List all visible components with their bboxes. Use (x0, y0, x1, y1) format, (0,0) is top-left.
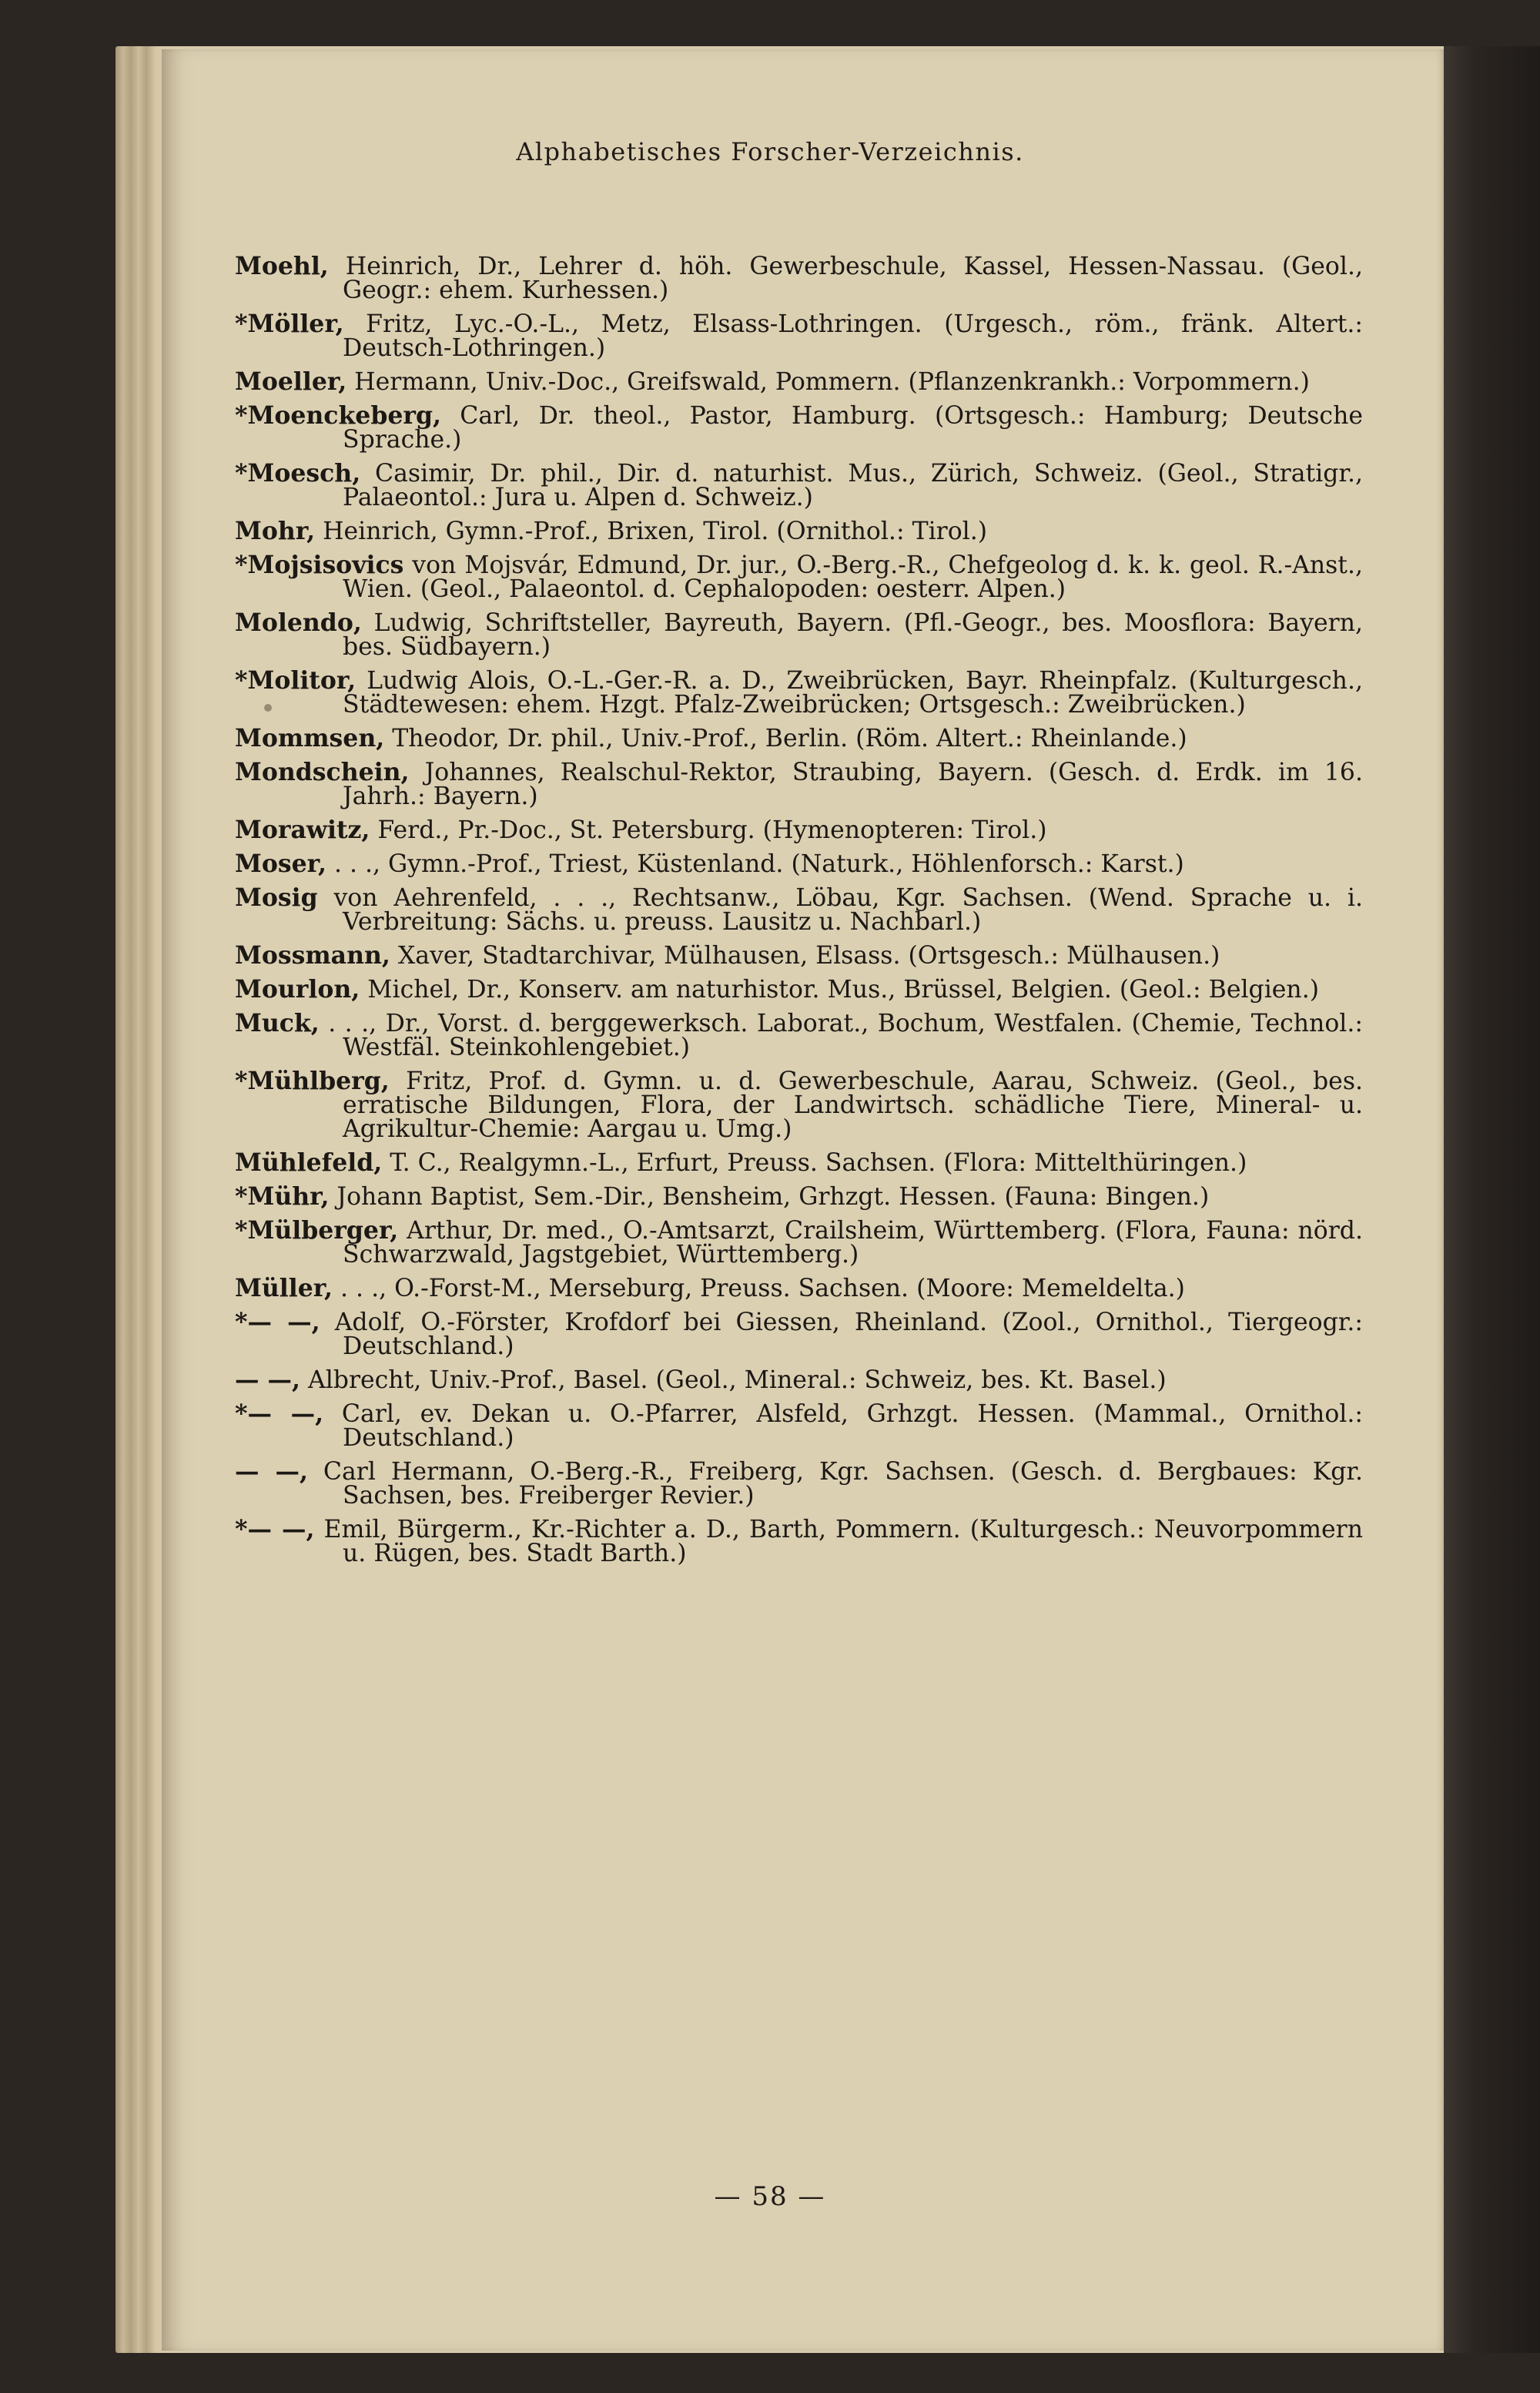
list-item (235, 1310, 1363, 1359)
entry-text: Emil, Bürgerm., Kr.-Richter a. D., Barth, Pommern. (Kulturgesch.: Neuvorpommern u. Rügen, bes. Stadt Barth.) (314, 1516, 1363, 1567)
entry-text: von Mojsvár, Edmund, Dr. jur., O.-Berg.-R., Chefgeolog d. k. k. geol. R.-Anst., Wien. (Geol., Palaeontol. d. Cephalopoden: oesterr. Alpen.) (343, 551, 1363, 603)
entry-name: Mosig (235, 883, 318, 912)
entry-text: Heinrich, Gymn.-Prof., Brixen, Tirol. (Ornithol.: Tirol.) (315, 518, 988, 545)
entry-text: . . ., Gymn.-Prof., Triest, Küstenland. (Naturk., Höhlenforsch.: Karst.) (326, 850, 1184, 878)
list-item (235, 1517, 1363, 1566)
list-item (235, 943, 1363, 968)
list-item (235, 461, 1363, 510)
entry-name: Morawitz, (235, 816, 370, 844)
entry-text: Hermann, Univ.-Doc., Greifswald, Pommern. (Pflanzenkrankh.: Vorpommern.) (346, 368, 1310, 396)
list-item (235, 760, 1363, 809)
entry-name: *Möller, (235, 310, 344, 338)
entry-text: Albrecht, Univ.-Prof., Basel. (Geol., Mineral.: Schweiz, bes. Kt. Basel.) (300, 1366, 1167, 1394)
entry-name: *Moesch, (235, 459, 361, 488)
entry-list (235, 254, 1363, 1575)
list-item (235, 553, 1363, 602)
entry-name: *Mühr, (235, 1182, 330, 1211)
entry-name: Moehl, (235, 252, 329, 280)
list-item (235, 519, 1363, 544)
entry-name: Moser, (235, 850, 326, 878)
entry-name: *— —, (235, 1515, 315, 1543)
entry-text: Fritz, Prof. d. Gymn. u. d. Gewerbeschule, Aarau, Schweiz. (Geol., bes. erratische Bildungen, Flora, der Landwirtsch. schädliche Tiere, Mineral- u. Agrikultur-Chemie: Aargau u. Umg.) (343, 1067, 1363, 1143)
entry-text: . . ., Dr., Vorst. d. berggewerksch. Laborat., Bochum, Westfalen. (Chemie, Technol.: Westfäl. Steinkohlengebiet.) (319, 1010, 1363, 1061)
list-item (235, 1182, 1363, 1211)
list-item (235, 1368, 1363, 1393)
entry-name: Molendo, (235, 608, 362, 637)
entry-name: Mondschein, (235, 758, 410, 786)
entry-name: *Mojsisovics (235, 551, 404, 579)
entry-name: — —, (235, 1366, 300, 1394)
list-item (235, 1399, 1363, 1452)
entry-name: Müller, (235, 1274, 333, 1302)
page-number: — 58 — (714, 2181, 826, 2212)
entry-text: Adolf, O.-Förster, Krofdorf bei Giessen, Rheinland. (Zool., Ornithol., Tiergeogr.: Deutschland.) (320, 1309, 1364, 1360)
entry-name: Muck, (235, 1009, 320, 1037)
entry-name: Mühlefeld, (235, 1148, 383, 1177)
entry-text: . . ., O.-Forst-M., Merseburg, Preuss. Sachsen. (Moore: Memeldelta.) (333, 1275, 1185, 1302)
entry-name: *Moenckeberg, (235, 401, 441, 430)
entry-name: Moeller, (235, 367, 347, 396)
list-item (235, 254, 1363, 303)
list-item (235, 666, 1363, 719)
running-head: Alphabetisches Forscher-Verzeichnis. (516, 137, 1024, 166)
list-item (235, 312, 1363, 360)
entry-name: Mohr, (235, 517, 316, 545)
entry-text: Carl, ev. Dekan u. O.-Pfarrer, Alsfeld, Grhzgt. Hessen. (Mammal., Ornithol.: Deutschland.) (323, 1400, 1363, 1452)
binding-shadow (1444, 46, 1540, 2353)
list-item (235, 852, 1363, 876)
list-item (235, 1148, 1363, 1177)
list-item (235, 1457, 1364, 1510)
entry-name: *Mühlberg, (235, 1067, 390, 1095)
entry-text: Xaver, Stadtarchivar, Mülhausen, Elsass. (Ortsgesch.: Mülhausen.) (390, 942, 1220, 970)
list-item (235, 367, 1363, 396)
entry-text: Carl Hermann, O.-Berg.-R., Freiberg, Kgr. Sachsen. (Gesch. d. Bergbaues: Kgr. Sachsen, bes. Freiberger Revier.) (307, 1458, 1364, 1510)
list-item (235, 726, 1363, 751)
entry-name: — —, (235, 1457, 308, 1486)
list-item (235, 1069, 1363, 1141)
entry-text: Ludwig, Schriftsteller, Bayreuth, Bayern. (Pfl.-Geogr., bes. Moosflora: Bayern, bes. Südbayern.) (343, 609, 1363, 661)
entry-text: Fritz, Lyc.-O.-L., Metz, Elsass-Lothringen. (Urgesch., röm., fränk. Altert.: Deutsch-Lothringen.) (343, 310, 1363, 362)
entry-text: Carl, Dr. theol., Pastor, Hamburg. (Ortsgesch.: Hamburg; Deutsche Sprache.) (343, 402, 1363, 454)
list-item (235, 1011, 1363, 1060)
entry-name: *Molitor, (235, 666, 357, 695)
list-item (235, 818, 1363, 843)
entry-text: von Aehrenfeld, . . ., Rechtsanw., Löbau, Kgr. Sachsen. (Wend. Sprache u. i. Verbreitung: Sächs. u. preuss. Lausitz u. Nachbarl.) (317, 884, 1363, 936)
entry-text: Casimir, Dr. phil., Dir. d. naturhist. Mus., Zürich, Schweiz. (Geol., Stratigr., Palaeontol.: Jura u. Alpen d. Schweiz.) (343, 460, 1363, 511)
entry-text: Ferd., Pr.-Doc., St. Petersburg. (Hymenopteren: Tirol.) (370, 816, 1047, 844)
entry-text: T. C., Realgymn.-L., Erfurt, Preuss. Sachsen. (Flora: Mittelthüringen.) (382, 1149, 1247, 1177)
entry-name: *Mülberger, (235, 1216, 399, 1245)
entry-text: Michel, Dr., Konserv. am naturhistor. Mus., Brüssel, Belgien. (Geol.: Belgien.) (360, 976, 1320, 1004)
list-item (235, 883, 1363, 936)
entry-text: Johann Baptist, Sem.-Dir., Bensheim, Grhzgt. Hessen. (Fauna: Bingen.) (329, 1183, 1210, 1211)
entry-name: *— —, (235, 1308, 320, 1336)
list-item (235, 401, 1363, 454)
list-item (235, 1276, 1363, 1301)
entry-name: Mommsen, (235, 724, 385, 752)
list-item (235, 977, 1363, 1002)
list-item (235, 608, 1363, 661)
entry-text: Heinrich, Dr., Lehrer d. höh. Gewerbeschule, Kassel, Hessen-Nassau. (Geol., Geogr.: ehem. Kurhessen.) (328, 253, 1363, 304)
entry-name: *— —, (235, 1399, 324, 1428)
entry-text: Theodor, Dr. phil., Univ.-Prof., Berlin. (Röm. Altert.: Rheinlande.) (384, 725, 1187, 752)
entry-name: Mossmann, (235, 941, 390, 970)
entry-text: Ludwig Alois, O.-L.-Ger.-R. a. D., Zweibrücken, Bayr. Rheinpfalz. (Kulturgesch., Städtewesen: ehem. Hzgt. Pfalz-Zweibrücken; Ortsgesch.: Zweibrücken.) (343, 667, 1363, 719)
entry-name: Mourlon, (235, 975, 360, 1004)
list-item (235, 1218, 1363, 1267)
entry-text: Arthur, Dr. med., O.-Amtsarzt, Crailsheim, Württemberg. (Flora, Fauna: nörd. Schwarzwald, Jagstgebiet, Württemberg.) (343, 1217, 1363, 1269)
entry-text: Johannes, Realschul-Rektor, Straubing, Bayern. (Gesch. d. Erdk. im 16. Jahrh.: Bayern.) (343, 759, 1363, 810)
